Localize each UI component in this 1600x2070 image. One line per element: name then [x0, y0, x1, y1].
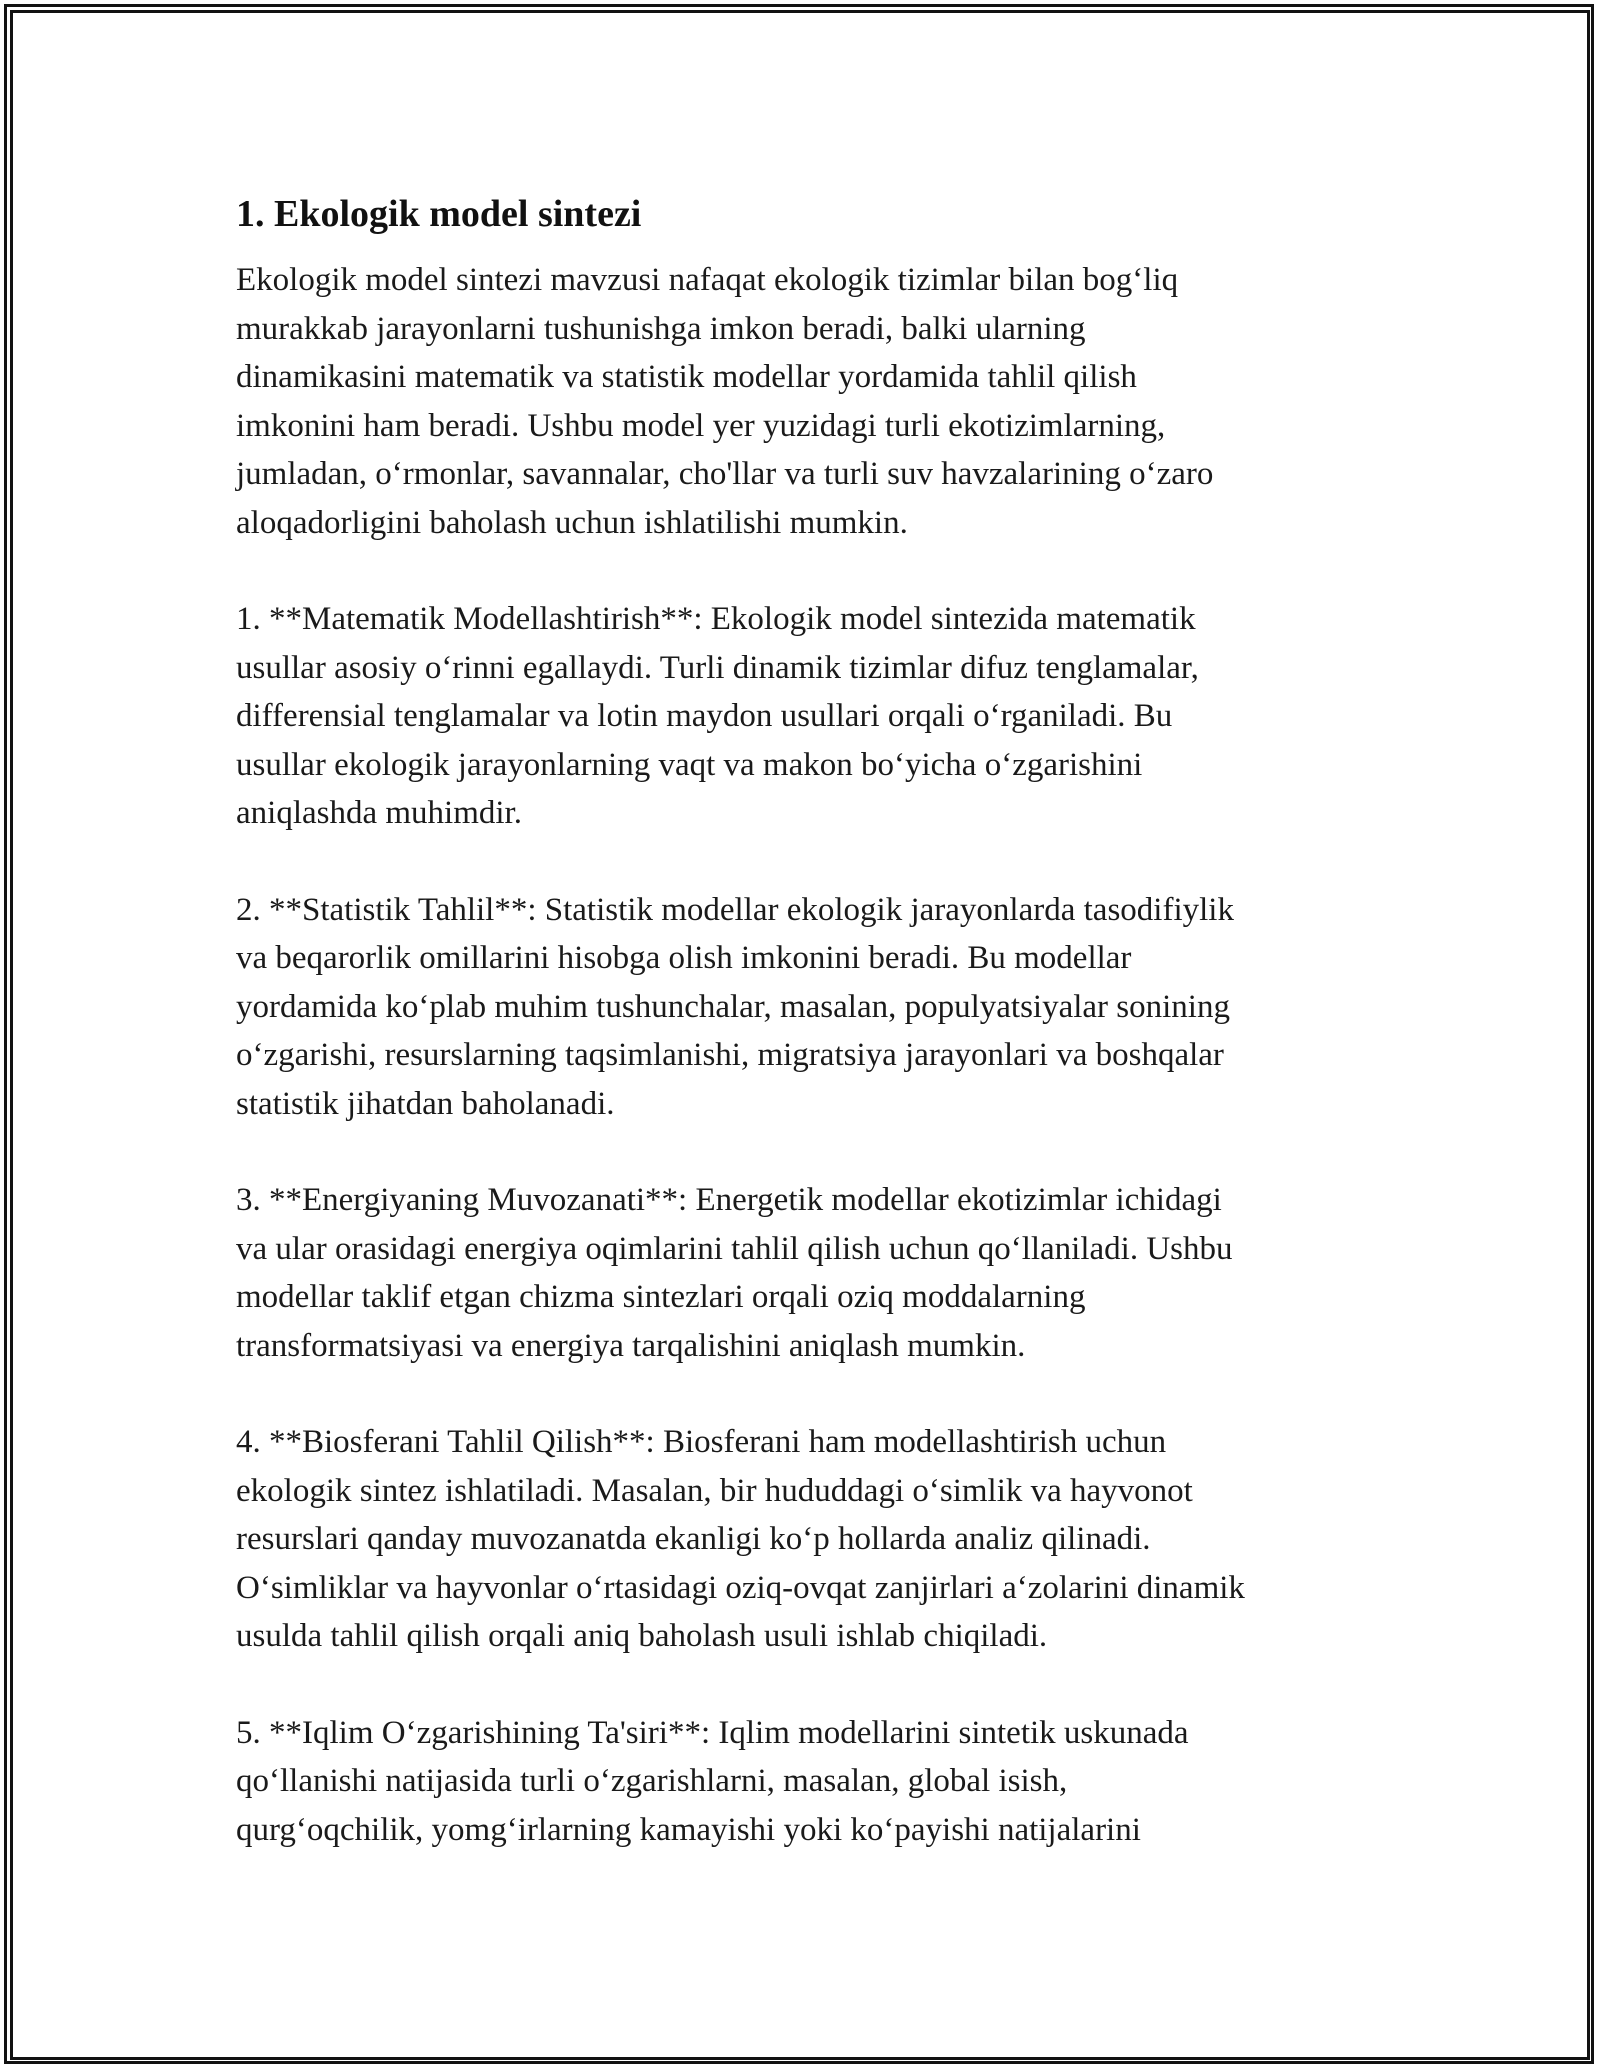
list-item-biosferani-tahlil-qilish: 4. **Biosferani Tahlil Qilish**: Biosferani ham modellashtirish uchun ekologik sintez ishlatiladi. Masalan, bir hududdagi o‘simlik va hayvonot resurslari qanday muvozanatda ekanligi ko‘p hollarda analiz qilinadi. O‘simliklar va hayvonlar o‘rtasidagi oziq-ovqat zanjirlari a‘zolarini dinamik usulda tahlil qilish orqali aniq baholash usuli ishlab chiqiladi. — [236, 1424, 1245, 1654]
section-title: 1. Ekologik model sintezi — [236, 193, 642, 235]
document-body — [236, 186, 1366, 1902]
list-item-iqlim-ozgarishi: 5. **Iqlim O‘zgarishining Ta'siri**: Iqlim modellarini sintetik uskunada qo‘llanishi natijasida turli o‘zgarishlarni, masalan, global isish, qurg‘oqchilik, yomg‘irlarning kamayishi yoki ko‘payishi natijalarini — [236, 1714, 1189, 1848]
intro-paragraph: Ekologik model sintezi mavzusi nafaqat ekologik tizimlar bilan bog‘liq murakkab jarayonlarni tushunishga imkon beradi, balki ularning dinamikasini matematik va statistik modellar yordamida tahlil qilish imkonini ham beradi. Ushbu model yer yuzidagi turli ekotizimlarning, jumladan, o‘rmonlar, savannalar, cho'llar va turli suv havzalarining o‘zaro aloqadorligini baholash uchun ishlatilishi mumkin. — [236, 262, 1214, 541]
list-item-energiyaning-muvozanati: 3. **Energiyaning Muvozanati**: Energetik modellar ekotizimlar ichidagi va ular orasidagi energiya oqimlarini tahlil qilish uchun qo‘llaniladi. Ushbu modellar taklif etgan chizma sintezlari orqali oziq moddalarning transformatsiyasi va energiya tarqalishini aniqlash mumkin. — [236, 1182, 1233, 1364]
list-item-statistik-tahlil: 2. **Statistik Tahlil**: Statistik modellar ekologik jarayonlarda tasodifiylik va beqarorlik omillarini hisobga olish imkonini beradi. Bu modellar yordamida ko‘plab muhim tushunchalar, masalan, populyatsiyalar sonining o‘zgarishi, resurslarning taqsimlanishi, migratsiya jarayonlari va boshqalar statistik jihatdan baholanadi. — [236, 891, 1234, 1122]
list-item-matematik-modellashtirish: 1. **Matematik Modellashtirish**: Ekologik model sintezida matematik usullar asosiy o‘rinni egallaydi. Turli dinamik tizimlar difuz tenglamalar, differensial tenglamalar va lotin maydon usullari orqali o‘rganiladi. Bu usullar ekologik jarayonlarning vaqt va makon bo‘yicha o‘zgarishini aniqlashda muhimdir. — [236, 601, 1199, 831]
